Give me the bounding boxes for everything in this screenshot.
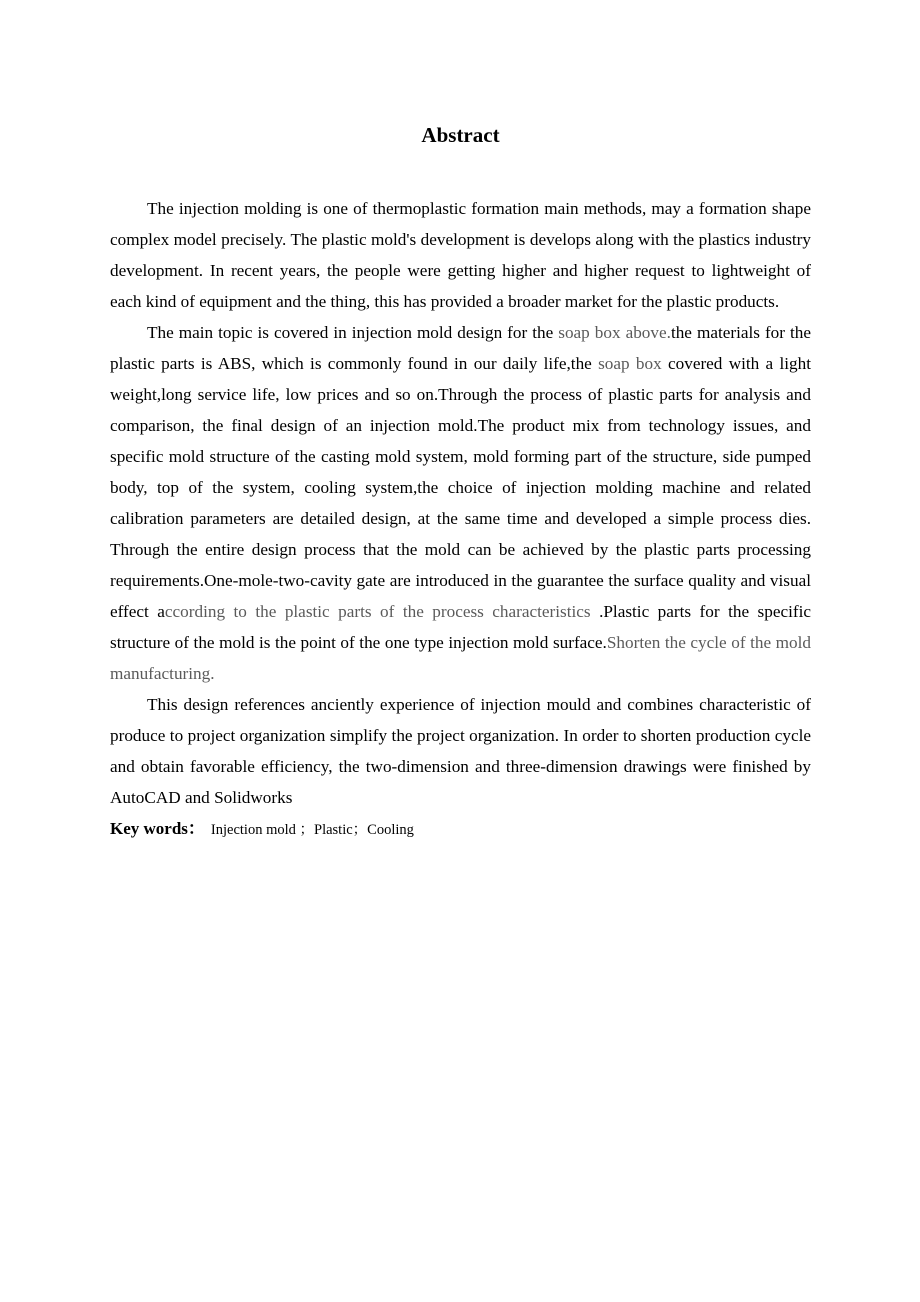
- abstract-body: [110, 193, 811, 846]
- paragraph-2-highlight: ccording to the plastic parts of the process characteristics: [164, 602, 591, 621]
- paragraph-2-highlight: Shorten the cycle of the mold manufacturing.: [110, 633, 811, 683]
- paragraph-2-text: the materials for the plastic parts is ABS, which is commonly found in our daily life,the: [110, 323, 812, 373]
- paragraph-2-text: The main topic is covered in injection mold design for the: [147, 323, 559, 342]
- abstract-title: Abstract: [421, 123, 500, 147]
- paragraph-1: [110, 193, 811, 317]
- keywords-values: Injection mold ；Plastic；Cooling: [210, 822, 414, 838]
- paragraph-1-text: The injection molding is one of thermoplastic formation main methods, may a formation shape complex model precisely. The plastic mold's development is develops along with the plastics industry development. In recent years, the people were getting higher and higher request to lightweight of each kind of equipment and the thing, this has provided a broader market for the plastic products.: [110, 199, 811, 311]
- keywords-label: Key words：: [110, 819, 205, 838]
- keywords-line: [110, 813, 811, 846]
- paragraph-3: [110, 689, 811, 813]
- paragraph-2: [110, 317, 811, 689]
- paragraph-2-text: .Plastic parts for the specific structure of the mold is the point of the one type injection mold surface.: [110, 602, 811, 652]
- paragraph-2-highlight: soap box: [598, 354, 668, 373]
- paragraph-2-text: covered with a light weight,long service life, low prices and so on.Through the process of plastic parts for analysis and comparison, the final design of an injection mold.The product mix from technology issues, and specific mold structure of the casting mold system, mold forming part of the structure, side pumped body, top of the system, cooling system,the choice of injection molding machine and related calibration parameters are detailed design, at the same time and developed a simple process dies. Through the entire design process that the mold can be achieved by the plastic parts processing requirements.One-mole-two-cavity gate are introduced in the guarantee the surface quality and visual effect a: [110, 354, 811, 621]
- paragraph-3-text: This design references anciently experience of injection mould and combines characteristic of produce to project organization simplify the project organization. In order to shorten production cycle and obtain favorable efficiency, the two-dimension and three-dimension drawings were finished by AutoCAD and Solidworks: [110, 695, 811, 807]
- paragraph-2-highlight: soap box above.: [558, 323, 671, 342]
